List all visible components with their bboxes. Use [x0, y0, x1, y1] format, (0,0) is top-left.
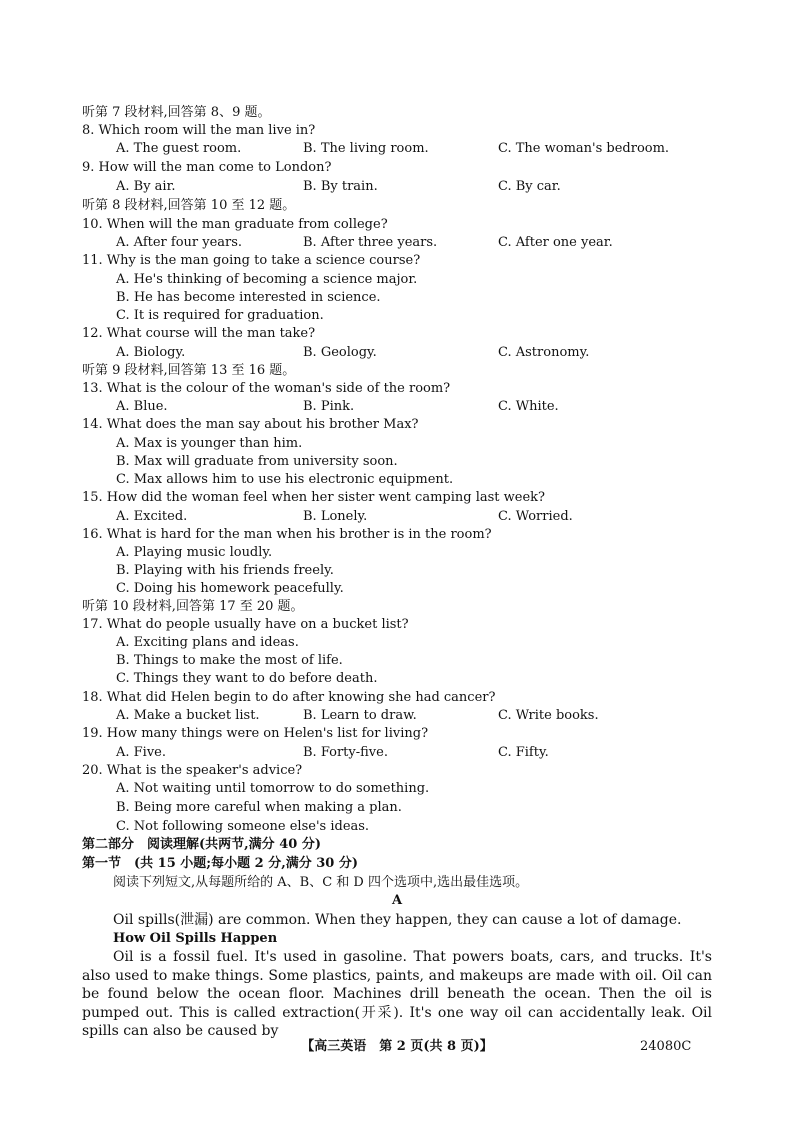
question-16-option-b: B. Playing with his friends freely. — [116, 563, 334, 578]
question-15-option-a: A. Excited. — [116, 509, 188, 524]
question-19-option-b: B. Forty-five. — [303, 745, 388, 760]
question-15-option-b: B. Lonely. — [303, 509, 368, 524]
question-20-option-a: A. Not waiting until tomorrow to do something. — [116, 781, 430, 796]
question-9-option-a: A. By air. — [116, 179, 176, 194]
question-13-option-b: B. Pink. — [303, 399, 355, 414]
question-12-option-c: C. Astronomy. — [498, 345, 590, 360]
question-20-option-c: C. Not following someone else's ideas. — [116, 819, 370, 834]
question-18-option-a: A. Make a bucket list. — [116, 708, 260, 723]
page-footer: 【高三英语 第 2 页(共 8 页)】 — [301, 1039, 493, 1054]
section-header-9: 听第 9 段材料,回答第 13 至 16 题。 — [82, 363, 296, 378]
question-15-stem: 15. How did the woman feel when her sister went camping last week? — [82, 490, 545, 505]
question-17-stem: 17. What do people usually have on a bucket list? — [82, 617, 409, 632]
question-14-option-a: A. Max is younger than him. — [116, 436, 303, 451]
question-11-stem: 11. Why is the man going to take a science course? — [82, 253, 421, 268]
question-13-option-a: A. Blue. — [116, 399, 168, 414]
question-11-option-c: C. It is required for graduation. — [116, 308, 324, 323]
question-9-stem: 9. How will the man come to London? — [82, 160, 332, 175]
reading-instruction: 阅读下列短文,从每题所给的 A、B、C 和 D 四个选项中,选出最佳选项。 — [113, 875, 529, 890]
question-10-option-a: A. After four years. — [116, 235, 243, 250]
section-header-10: 听第 10 段材料,回答第 17 至 20 题。 — [82, 599, 304, 614]
question-13-stem: 13. What is the colour of the woman's side of the room? — [82, 381, 451, 396]
question-9-option-b: B. By train. — [303, 179, 378, 194]
question-12-option-b: B. Geology. — [303, 345, 377, 360]
question-15-option-c: C. Worried. — [498, 509, 573, 524]
question-10-option-b: B. After three years. — [303, 235, 438, 250]
question-12-stem: 12. What course will the man take? — [82, 326, 316, 341]
question-16-option-a: A. Playing music loudly. — [116, 545, 273, 560]
question-8-stem: 8. Which room will the man live in? — [82, 123, 316, 138]
passage-body: Oil is a fossil fuel. It's used in gasoline. That powers boats, cars, and trucks. It's also used to make things. Some plastics, paints, and makeups are made with oil. Oil can be found below the ocean floor. Machines drill beneath the ocean. Then the oil is pumped out. This is called extraction(开采). It's one way oil can accidentally leak. Oil spills can also be caused by — [82, 949, 712, 1039]
question-8-option-a: A. The guest room. — [116, 141, 242, 156]
paper-code: 24080C — [640, 1039, 692, 1054]
question-14-option-c: C. Max allows him to use his electronic equipment. — [116, 472, 454, 487]
question-16-stem: 16. What is hard for the man when his brother is in the room? — [82, 527, 492, 542]
question-11-option-b: B. He has become interested in science. — [116, 290, 381, 305]
question-13-option-c: C. White. — [498, 399, 559, 414]
question-18-stem: 18. What did Helen begin to do after knowing she had cancer? — [82, 690, 496, 705]
question-12-option-a: A. Biology. — [116, 345, 186, 360]
question-14-stem: 14. What does the man say about his brother Max? — [82, 417, 419, 432]
section-one-title: 第一节 (共 15 小题;每小题 2 分,满分 30 分) — [82, 856, 359, 871]
question-8-option-c: C. The woman's bedroom. — [498, 141, 670, 156]
question-16-option-c: C. Doing his homework peacefully. — [116, 581, 344, 596]
question-19-stem: 19. How many things were on Helen's list for living? — [82, 726, 429, 741]
question-18-option-c: C. Write books. — [498, 708, 599, 723]
question-18-option-b: B. Learn to draw. — [303, 708, 417, 723]
question-10-stem: 10. When will the man graduate from college? — [82, 217, 388, 232]
question-17-option-a: A. Exciting plans and ideas. — [116, 635, 299, 650]
question-17-option-b: B. Things to make the most of life. — [116, 653, 343, 668]
question-8-option-b: B. The living room. — [303, 141, 429, 156]
question-9-option-c: C. By car. — [498, 179, 561, 194]
question-14-option-b: B. Max will graduate from university soon. — [116, 454, 398, 469]
section-header-7: 听第 7 段材料,回答第 8、9 题。 — [82, 105, 271, 120]
question-20-option-b: B. Being more careful when making a plan. — [116, 800, 402, 815]
question-10-option-c: C. After one year. — [498, 235, 613, 250]
passage-intro: Oil spills(泄漏) are common. When they happen, they can cause a lot of damage. — [113, 912, 682, 928]
question-17-option-c: C. Things they want to do before death. — [116, 671, 378, 686]
question-19-option-c: C. Fifty. — [498, 745, 549, 760]
part-two-title: 第二部分 阅读理解(共两节,满分 40 分) — [82, 837, 321, 852]
passage-label: A — [391, 893, 403, 908]
question-20-stem: 20. What is the speaker's advice? — [82, 763, 303, 778]
question-11-option-a: A. He's thinking of becoming a science major. — [116, 272, 418, 287]
passage-subheading: How Oil Spills Happen — [113, 931, 278, 946]
section-header-8: 听第 8 段材料,回答第 10 至 12 题。 — [82, 198, 296, 213]
question-19-option-a: A. Five. — [116, 745, 167, 760]
